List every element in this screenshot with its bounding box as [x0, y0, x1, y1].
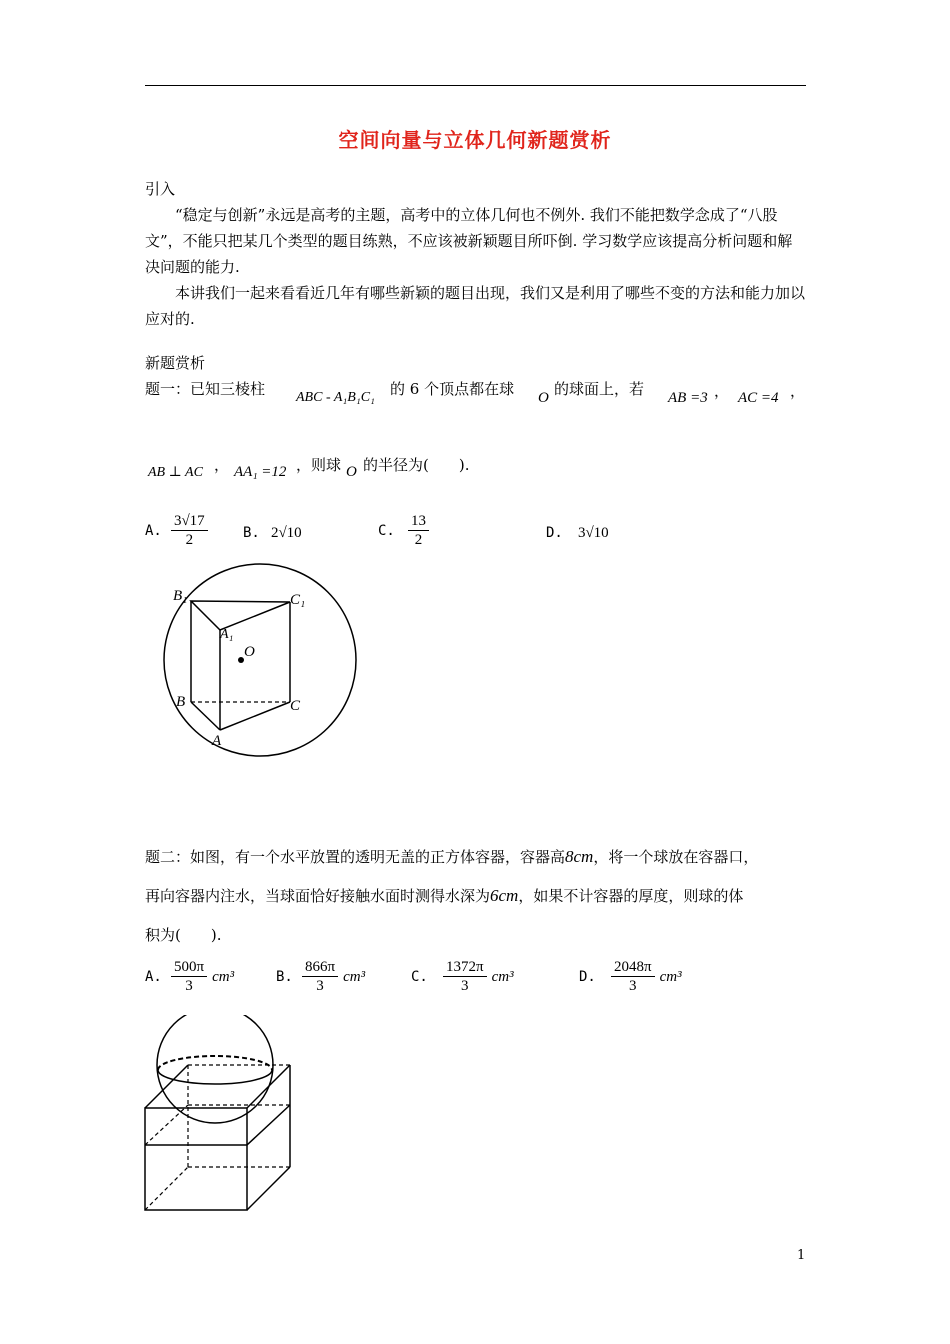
- q1-option-a[interactable]: A. $\frac{3√17}{2}$: [145, 512, 208, 549]
- page-title: 空间向量与立体几何新题赏析: [338, 128, 612, 152]
- label-c: C: [290, 698, 301, 714]
- q1-text-1: 题一：已知三棱柱: [145, 380, 266, 398]
- q1-sphere-O-2: O: [346, 464, 357, 480]
- q1-option-d-value: 3√10: [577, 525, 609, 541]
- edge-ac: [220, 702, 290, 730]
- q2-depth: 6cm: [490, 886, 519, 905]
- label-a1: A₁: [220, 627, 234, 642]
- q2-figure-cube-sphere: [140, 1015, 310, 1220]
- q1-option-a-num: 3√17: [171, 512, 208, 531]
- q1-text-4: ，则球: [296, 456, 342, 474]
- q1-sphere-O: O: [538, 390, 549, 406]
- q1-comma-1: ，: [714, 382, 730, 400]
- q1-option-c-num: 13: [408, 512, 429, 531]
- q1-perp: AB ⊥ AC: [148, 465, 203, 480]
- q1-option-b-value: 2√10: [270, 525, 302, 541]
- q2-option-c[interactable]: C. $\frac{1372\pi}{3}$ cm³: [411, 959, 514, 994]
- label-o: O: [244, 644, 255, 660]
- q2-option-a-unit: cm³: [212, 969, 235, 985]
- water-left-line: [145, 1105, 188, 1145]
- q1-ab: AB =3: [668, 390, 708, 406]
- cube-right-top-edge: [247, 1065, 290, 1108]
- cube-right-bottom-edge: [247, 1167, 290, 1210]
- sphere-outline: [157, 1015, 273, 1123]
- q1-option-c[interactable]: C. $\frac{13}{2}$: [378, 512, 429, 549]
- section-heading: 新题赏析: [145, 354, 206, 372]
- q1-comma-3: ，: [214, 456, 230, 474]
- page-number: 1: [797, 1248, 806, 1263]
- q1-comma-2: ，: [790, 382, 806, 400]
- label-b: B: [176, 694, 186, 710]
- label-b1: B₁: [173, 588, 188, 604]
- q2-line-1: 题二：如图，有一个水平放置的透明无盖的正方体容器，容器高8cm，将一个球放在容器口，: [145, 847, 759, 866]
- q1-figure-sphere-prism: [140, 560, 380, 760]
- q2-option-b[interactable]: B. $\frac{866\pi}{3}$ cm³: [276, 959, 366, 994]
- q1-text-3: 的球面上，若: [554, 380, 645, 398]
- label-c1: C₁: [290, 592, 306, 608]
- q2-option-d-unit: cm³: [659, 969, 682, 985]
- cube-left-top-edge: [145, 1065, 188, 1108]
- intro-paragraph-1: “稳定与创新”永远是高考的主题，高考中的立体几何也不例外. 我们不能把数学念成了“八股文”，不能只把某几个类型的题目练熟，不应该被新颖题目所吓倒. 学习数学应该提高分析问题和解决问题的能力.: [145, 206, 793, 276]
- q1-ac: AC =4: [738, 390, 779, 406]
- q2-option-d[interactable]: D. $\frac{2048\pi}{3}$ cm³: [579, 959, 682, 994]
- q1-text-2: 的 6 个顶点都在球: [390, 380, 515, 398]
- q1-text-5: 的半径为( ).: [363, 456, 470, 474]
- q1-aa1: AA₁ =12: [234, 464, 287, 480]
- q2-option-a[interactable]: A. $\frac{500\pi}{3}$ cm³: [145, 959, 235, 994]
- q1-prism: ABC - A₁B₁C₁: [296, 390, 375, 405]
- intro-paragraph-2: 本讲我们一起来看看近几年有哪些新颖的题目出现，我们又是利用了哪些不变的方法和能力加以应对的.: [145, 284, 806, 328]
- q1-option-c-den: 2: [414, 532, 423, 548]
- q1-option-d[interactable]: D. 3√10: [546, 525, 609, 541]
- label-a: A: [212, 733, 222, 749]
- sphere-equator-back: [158, 1056, 272, 1070]
- q1-option-a-den: 2: [185, 532, 194, 548]
- q2-option-c-unit: cm³: [491, 969, 514, 985]
- q2-line-3: 积为( ).: [145, 926, 222, 944]
- header-rule: [145, 85, 806, 86]
- cube-hidden-diagonal: [145, 1167, 188, 1210]
- water-right-line: [247, 1105, 290, 1145]
- q2-option-b-unit: cm³: [343, 969, 366, 985]
- intro-heading: 引入: [145, 180, 176, 198]
- edge-ba: [191, 702, 220, 730]
- q1-option-b[interactable]: B. 2√10: [243, 525, 302, 541]
- q2-line-2: 再向容器内注水，当球面恰好接触水面时测得水深为6cm，如果不计容器的厚度，则球的体: [145, 886, 744, 905]
- q2-height: 8cm: [565, 847, 594, 866]
- prism-top-face: [191, 601, 290, 630]
- sphere-outline: [164, 564, 356, 756]
